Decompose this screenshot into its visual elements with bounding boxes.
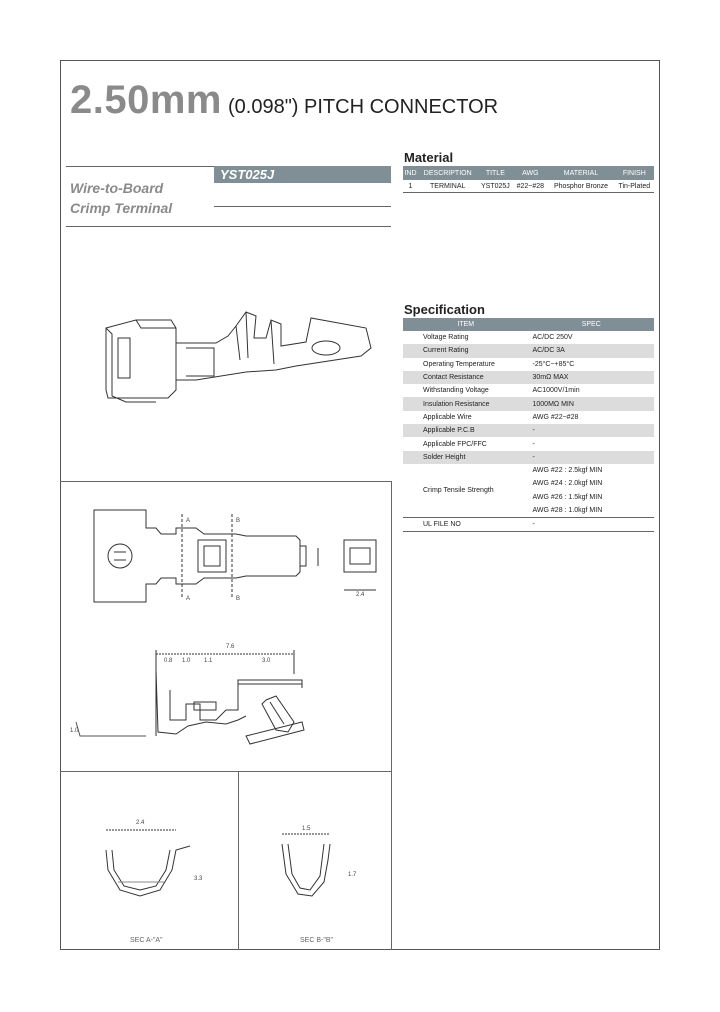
section-a-label: SEC A-"A" — [130, 937, 163, 944]
table-row — [403, 180, 654, 193]
divider — [391, 481, 392, 950]
dimension-label: 1.7 — [348, 872, 357, 878]
table-row — [403, 424, 654, 437]
spec-item: Operating Temperature — [423, 360, 495, 368]
terminal-top-view — [86, 500, 386, 620]
section-label-a: A — [186, 596, 191, 602]
product-type — [70, 178, 172, 218]
product-line-2: Crimp Terminal — [70, 200, 173, 216]
table-row — [403, 331, 654, 344]
product-line-1: Wire-to-Board — [70, 180, 164, 196]
pitch-description: (0.098") PITCH CONNECTOR — [227, 96, 499, 118]
spec-item: Crimp Tensile Strength — [423, 487, 494, 495]
material-cell: YST025J — [477, 180, 513, 193]
spec-value: - — [529, 451, 655, 464]
spec-value: AC/DC 3A — [529, 344, 655, 357]
material-heading: Material — [404, 150, 454, 165]
table-row — [403, 397, 654, 410]
section-a-drawing — [90, 810, 230, 920]
dimension-label: 3.0 — [262, 658, 271, 664]
spec-item: Applicable P.C.B — [403, 424, 529, 437]
material-cell: 1 — [403, 180, 418, 193]
spec-value — [529, 464, 655, 518]
material-col: DESCRIPTION — [418, 166, 477, 180]
specification-heading: Specification — [404, 302, 485, 317]
crimp-value: AWG #26 : 1.5kgf MIN — [532, 493, 603, 501]
material-cell: Tin-Plated — [615, 180, 654, 193]
spec-item: Voltage Rating — [423, 334, 469, 342]
spec-item: Contact Resistance — [403, 371, 529, 384]
dimension-label: 1.0 — [70, 728, 79, 734]
pitch-size: 2.50mm — [70, 78, 222, 122]
spec-value: - — [529, 518, 655, 532]
dimension-label: 2.4 — [356, 592, 365, 598]
spec-value: AWG #22~#28 — [532, 413, 579, 421]
material-col: AWG — [513, 166, 547, 180]
crimp-value: AWG #28 : 1.0kgf MIN — [532, 506, 603, 514]
section-label-a: A — [186, 518, 191, 524]
dimension-label: 7.6 — [226, 644, 235, 650]
dimension-label: 0.8 — [164, 658, 173, 664]
material-col: TITLE — [477, 166, 513, 180]
dimension-label: 1.0 — [182, 658, 191, 664]
terminal-side-view — [66, 640, 386, 750]
table-row — [403, 411, 654, 424]
table-row — [403, 451, 654, 464]
spec-value: - — [529, 424, 655, 437]
divider — [66, 226, 391, 227]
spec-col: SPEC — [529, 318, 655, 331]
terminal-3d-view — [96, 298, 376, 418]
crimp-value: AWG #22 : 2.5kgf MIN — [532, 466, 603, 474]
spec-value: - — [532, 440, 535, 448]
spec-value: 1000MΩ MIN — [529, 397, 655, 410]
divider — [214, 206, 391, 207]
section-b-drawing — [260, 820, 380, 920]
spec-item: Current Rating — [403, 344, 529, 357]
dimension-label: 3.3 — [194, 876, 203, 882]
table-row — [403, 464, 654, 518]
spec-item: Applicable FPC/FFC — [423, 440, 487, 448]
table-row — [403, 344, 654, 357]
material-col: IND — [403, 166, 418, 180]
material-cell: TERMINAL — [418, 180, 477, 193]
dimension-label: 1.1 — [204, 658, 213, 664]
page-title — [70, 78, 498, 123]
material-cell: Phosphor Bronze — [547, 180, 614, 193]
spec-value: AC/DC 250V — [532, 334, 573, 342]
table-row — [403, 518, 654, 532]
section-b-label: SEC B-"B" — [300, 937, 333, 944]
section-label-b: B — [236, 518, 241, 524]
material-col: FINISH — [615, 166, 654, 180]
spec-item: Withstanding Voltage — [423, 387, 489, 395]
spec-item: Solder Height — [403, 451, 529, 464]
table-row — [403, 384, 654, 397]
material-col: MATERIAL — [547, 166, 614, 180]
spec-item: UL FILE NO — [403, 518, 529, 532]
material-cell: #22~#28 — [513, 180, 547, 193]
divider — [60, 771, 391, 772]
section-label-b: B — [236, 596, 241, 602]
table-row — [403, 371, 654, 384]
spec-col: ITEM — [403, 318, 529, 331]
material-table — [403, 166, 654, 193]
dimension-label: 2.4 — [136, 820, 145, 826]
dimension-label: 1.5 — [302, 826, 311, 832]
specification-table — [403, 318, 654, 532]
spec-item: Insulation Resistance — [403, 397, 529, 410]
spec-value: 30mΩ MAX — [529, 371, 655, 384]
table-row — [403, 358, 654, 371]
spec-value: -25°C~+85°C — [532, 360, 575, 368]
divider — [238, 771, 239, 950]
part-number: YST025J — [214, 166, 391, 183]
table-row — [403, 437, 654, 450]
spec-item: Applicable Wire — [423, 413, 472, 421]
spec-value: AC1000V/1min — [532, 387, 580, 395]
divider — [60, 481, 391, 482]
crimp-value: AWG #24 : 2.0kgf MIN — [532, 480, 603, 488]
